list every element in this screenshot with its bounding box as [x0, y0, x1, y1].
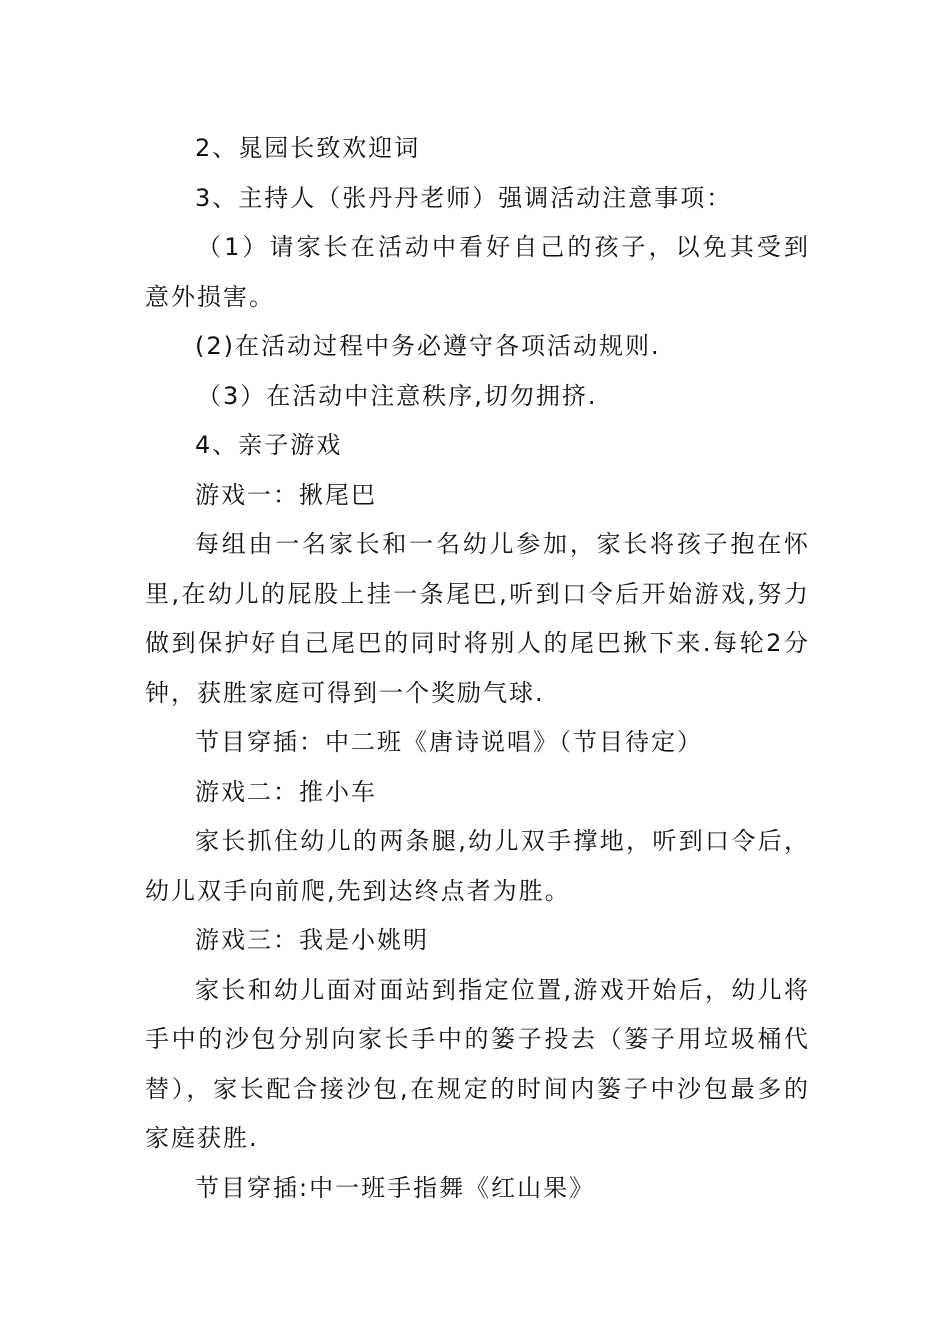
paragraph-game-3-description: 家长和幼儿面对面站到指定位置,游戏开始后，幼儿将手中的沙包分别向家长手中的篓子投去（篓子用垃圾桶代替），家长配合接沙包,在规定的时间内篓子中沙包最多的家庭获胜.	[145, 975, 810, 1152]
paragraph-game-2-title: 游戏二：推小车	[195, 777, 377, 806]
document-body	[145, 124, 810, 1213]
paragraph-note-2: (2)在活动过程中务必遵守各项活动规则.	[195, 332, 661, 360]
paragraph-program-interlude-2: 节目穿插:中一班手指舞《红山果》	[195, 1173, 596, 1202]
paragraph-game-1-title: 游戏一：揪尾巴	[195, 480, 377, 509]
paragraph-host-notes-heading: 3、主持人（张丹丹老师）强调活动注意事项：	[195, 183, 733, 212]
paragraph-game-3-title: 游戏三：我是小姚明	[195, 926, 429, 954]
paragraph-parent-child-games-heading: 4、亲子游戏	[195, 431, 343, 459]
paragraph-game-2-description: 家长抓住幼儿的两条腿,幼儿双手撑地，听到口令后，幼儿双手向前爬,先到达终点者为胜。	[145, 827, 810, 905]
paragraph-note-3: （3）在活动中注意秩序,切勿拥挤.	[197, 381, 598, 410]
paragraph-game-1-description: 每组由一名家长和一名幼儿参加，家长将孩子抱在怀里,在幼儿的屁股上挂一条尾巴,听到口令后开始游戏,努力做到保护好自己尾巴的同时将别人的尾巴揪下来.每轮2分钟，获胜家庭可得到一个奖励气球.	[145, 530, 810, 707]
paragraph-note-1: （1）请家长在活动中看好自己的孩子，以免其受到意外损害。	[145, 233, 810, 311]
paragraph-welcome-speech: 2、晁园长致欢迎词	[195, 134, 421, 162]
paragraph-program-interlude-1: 节目穿插：中二班《唐诗说唱》（节目待定）	[195, 728, 703, 756]
